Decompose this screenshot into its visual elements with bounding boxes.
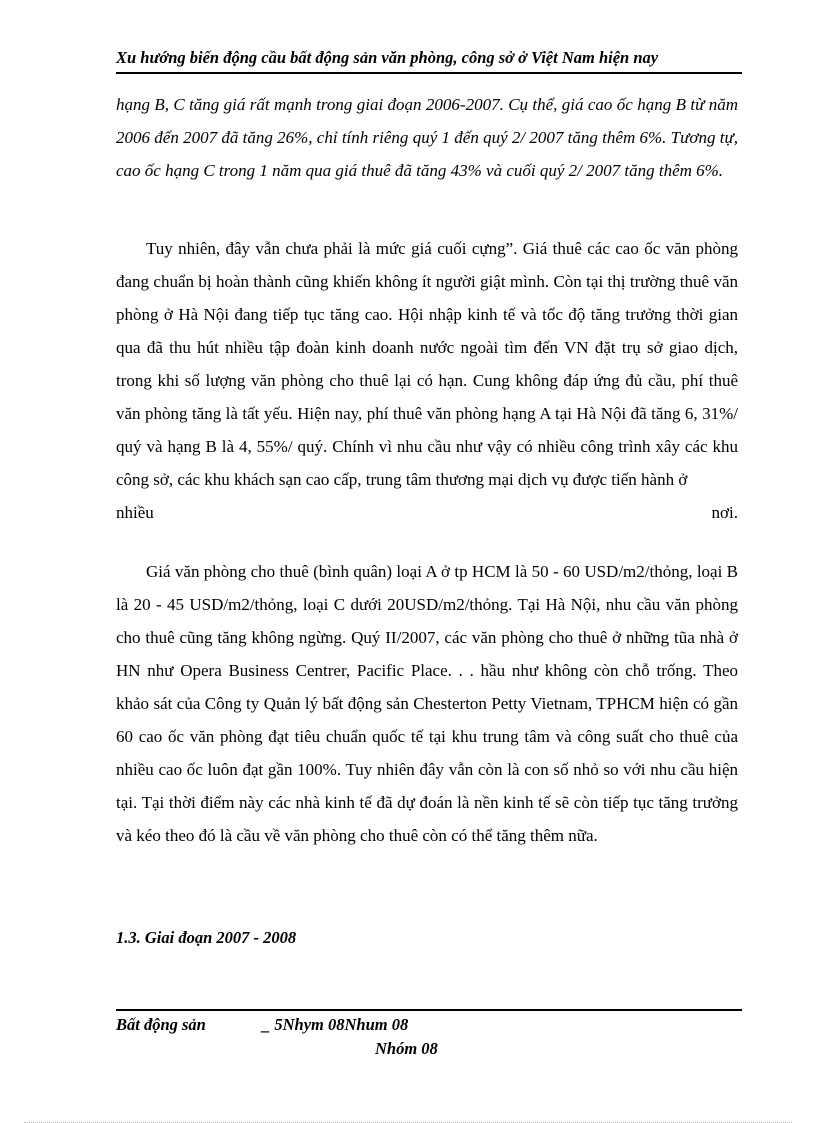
page-header-title: Xu hướng biến động cầu bất động sản văn phòng, công sở ở Việt Nam hiện nay [116,48,659,67]
paragraph-2-body: Tuy nhiên, đây vẫn chưa phải là mức giá cuối cựng”. Giá thuê các cao ốc văn phòng đang chuẩn bị hoàn thành cũng khiến không ít người giật mình. Còn tại thị trường thuê văn phòng ở Hà Nội đang tiếp tục tăng cao. Hội nhập kinh tế và tốc độ tăng trưởng thời gian qua đã thu hút nhiều tập đoàn kinh doanh nước ngoài tìm đến VN đặt trụ sở giao dịch, trong khi số lượng văn phòng cho thuê lại có hạn. Cung không đáp ứng đủ cầu, phí thuê văn phòng tăng là tất yếu. Hiện nay, phí thuê văn phòng hạng A tại Hà Nội đã tăng 6, 31%/ quý và hạng B là 4, 55%/ quý. Chính vì nhu cầu như vậy có nhiều công trình xây các khu công sở, các khu khách sạn cao cấp, trung tâm thương mại dịch vụ được tiến hành ở [116,239,738,489]
footer-subject: Bất động sản [116,1015,206,1034]
footer-divider [116,1009,742,1011]
paragraph-1: hạng B, C tăng giá rất mạnh trong giai đoạn 2006-2007. Cụ thể, giá cao ốc hạng B từ năm 2006 đến 2007 đã tăng 26%, chỉ tính riêng quý 1 đến quý 2/ 2007 tăng thêm 6%. Tương tự, cao ốc hạng C trong 1 năm qua giá thuê đã tăng 43% và cuối quý 2/ 2007 tăng thêm 6%. [116,95,738,180]
paragraph-2-last-right: nơi. [711,503,738,522]
footer-group-text: _ 5Nhym 08Nhum 08 [262,1015,409,1034]
section-heading: 1.3. Giai đoạn 2007 - 2008 [116,928,297,947]
paragraph-2-last-left: nhiều [116,503,154,522]
paragraph-3: Giá văn phòng cho thuê (bình quân) loại A ở tp HCM là 50 - 60 USD/m2/thỏng, loại B là 20 - 45 USD/m2/thỏng, loại C dưới 20USD/m2/thỏng. Tại Hà Nội, nhu cầu văn phòng cho thuê cũng tăng không ngừng. Quý II/2007, các văn phòng cho thuê ở những tũa nhà ở HN như Opera Business Centrer, Pacific Place. . . hầu như không còn chỗ trống. Theo khảo sát của Công ty Quản lý bất động sản Chesterton Petty Vietnam, TPHCM hiện có gần 60 cao ốc văn phòng đạt tiêu chuẩn quốc tế tại khu trung tâm và công suất cho thuê của nhiều cao ốc luôn đạt gần 100%. Tuy nhiên đây vẫn còn là con số nhỏ so với nhu cầu hiện tại. Tại thời điểm này các nhà kinh tế đã dự đoán là nền kinh tế sẽ còn tiếp tục tăng trưởng và kéo theo đó là cầu về văn phòng cho thuê còn có thể tăng thêm nữa. [116,562,738,845]
header-divider [116,72,742,74]
paragraph-2 [116,232,738,529]
footer-group-name: Nhóm 08 [375,1039,438,1058]
paragraph-2-last-line [116,496,738,529]
